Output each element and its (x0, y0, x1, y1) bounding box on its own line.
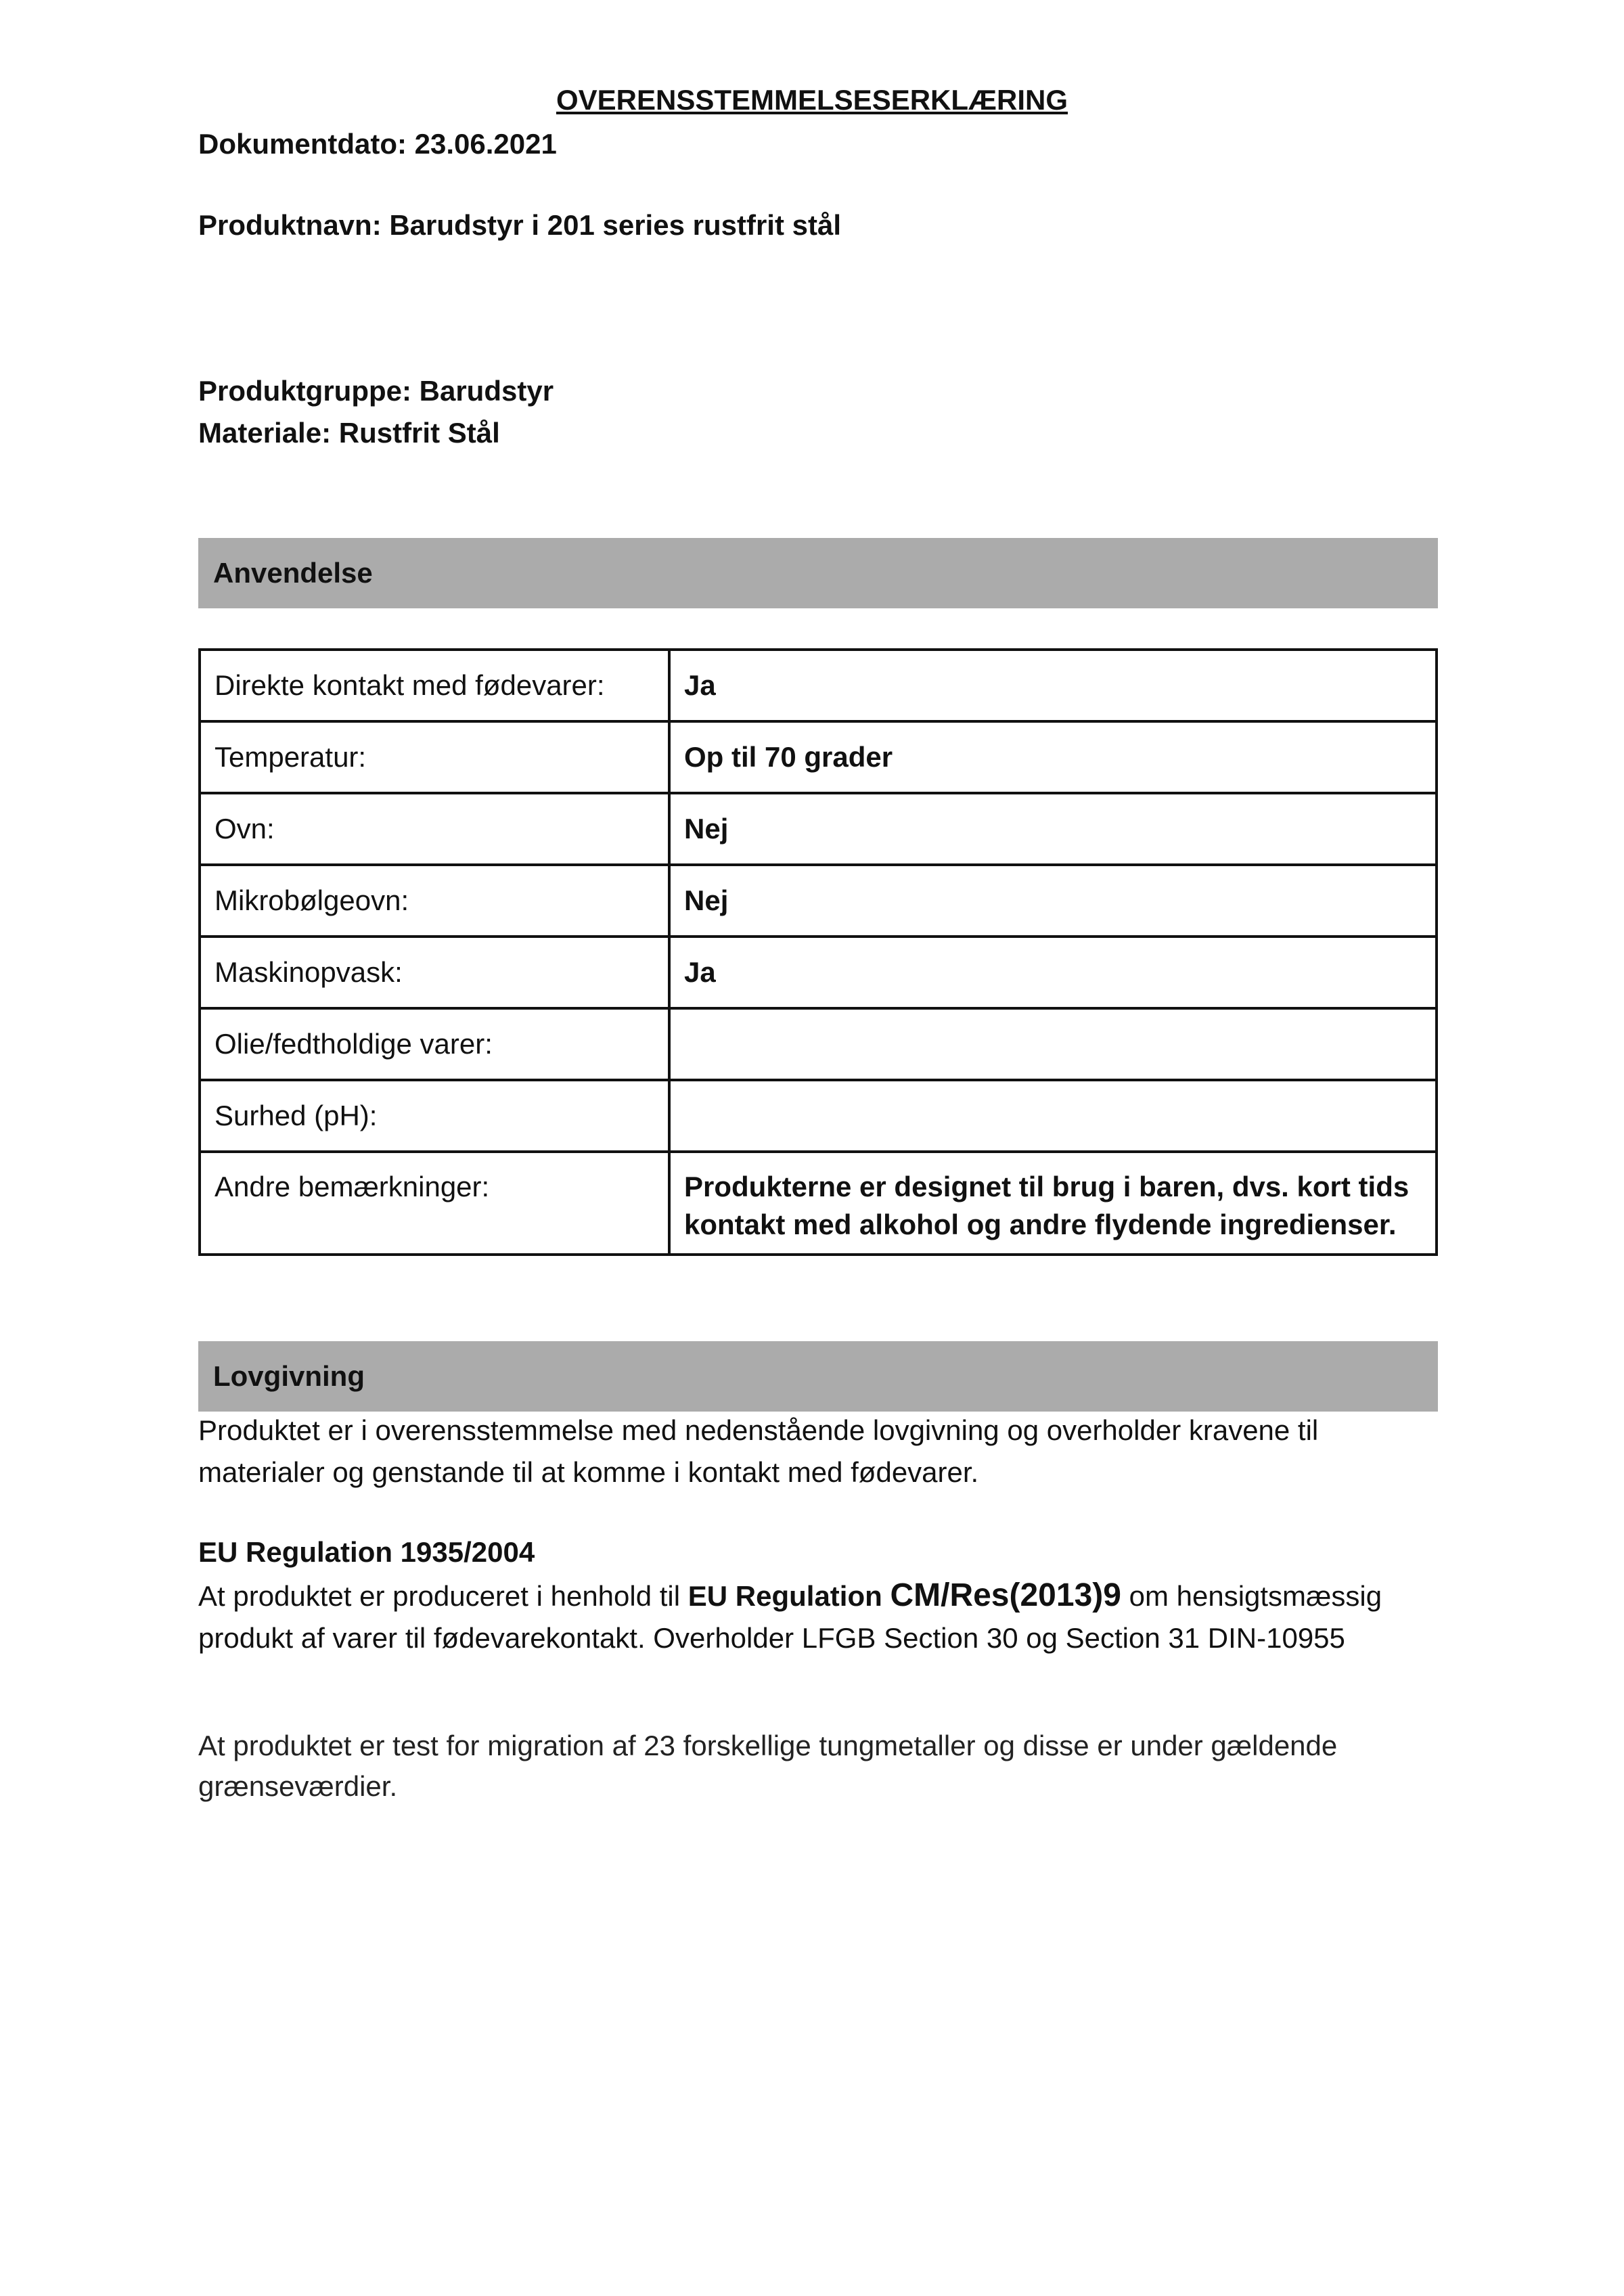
row-value: Produkterne er designet til brug i baren, dvs. kort tids kontakt med alkohol og andre flydende ingredienser. (669, 1152, 1437, 1255)
regulation-text (198, 1575, 1443, 1659)
regulation-text-end: om hensigtsmæssig produkt af varer til fødevarekontakt. Overholder LFGB Section 30 og Section 31 DIN-10955 (198, 1580, 1382, 1654)
table-row (200, 1152, 1437, 1255)
usage-table (198, 648, 1438, 1256)
document-title: OVERENSSTEMMELSESERKLÆRING (556, 84, 1068, 116)
table-row (200, 721, 1437, 793)
row-label: Ovn: (200, 793, 669, 865)
material: Materiale: Rustfrit Stål (198, 417, 500, 449)
row-label: Surhed (pH): (200, 1080, 669, 1152)
legislation-section-header (198, 1341, 1438, 1412)
regulation-heading: EU Regulation 1935/2004 (198, 1536, 535, 1568)
table-row (200, 793, 1437, 865)
row-value: Ja (669, 650, 1437, 721)
row-label: Maskinopvask: (200, 937, 669, 1008)
row-value: Nej (669, 865, 1437, 937)
usage-heading: Anvendelse (213, 557, 373, 589)
legislation-intro: Produktet er i overensstemmelse med nedenstående lovgivning og overholder kravene til materialer og genstande til at komme i kontakt med fødevarer. (198, 1414, 1319, 1488)
table-row (200, 1008, 1437, 1080)
migration-text: At produktet er test for migration af 23 forskellige tungmetaller og disse er under gældende grænseværdier. (198, 1730, 1338, 1802)
row-label: Andre bemærkninger: (200, 1152, 669, 1255)
document-date: Dokumentdato: 23.06.2021 (198, 128, 557, 160)
table-row (200, 1080, 1437, 1152)
table-row (200, 865, 1437, 937)
row-value (669, 1008, 1437, 1080)
row-label: Temperatur: (200, 721, 669, 793)
regulation-bold: EU Regulation (687, 1580, 890, 1612)
row-label: Olie/fedtholdige varer: (200, 1008, 669, 1080)
regulation-text-start: At produktet er produceret i henhold til (198, 1580, 688, 1612)
row-value: Op til 70 grader (669, 721, 1437, 793)
product-group: Produktgruppe: Barudstyr (198, 375, 554, 407)
regulation-code: CM/Res(2013)9 (890, 1577, 1121, 1613)
row-value: Ja (669, 937, 1437, 1008)
row-label: Mikrobølgeovn: (200, 865, 669, 937)
row-value (669, 1080, 1437, 1152)
usage-section-header (198, 538, 1438, 608)
legislation-heading: Lovgivning (213, 1360, 365, 1392)
table-row (200, 650, 1437, 721)
row-label: Direkte kontakt med fødevarer: (200, 650, 669, 721)
product-name: Produktnavn: Barudstyr i 201 series rustfrit stål (198, 209, 841, 241)
table-row (200, 937, 1437, 1008)
row-value: Nej (669, 793, 1437, 865)
